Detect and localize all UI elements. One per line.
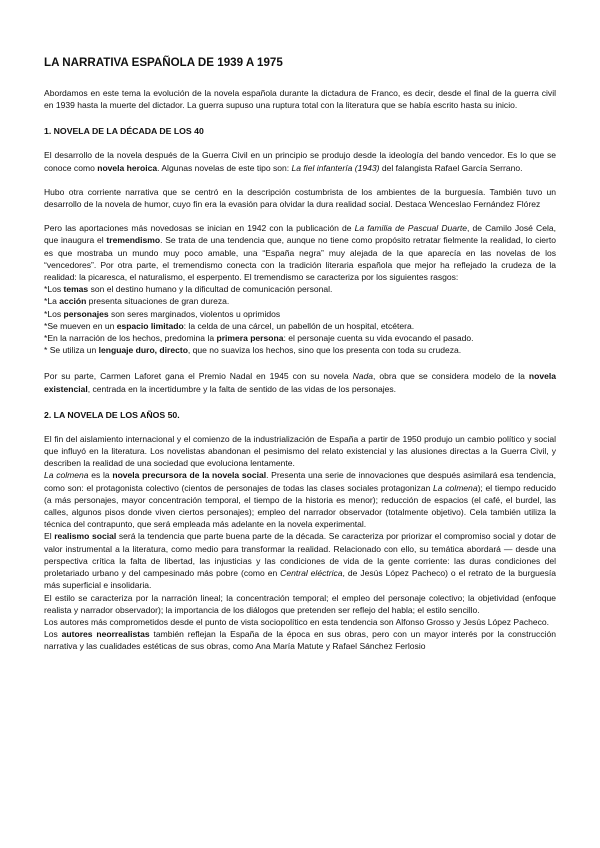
book-title: La fiel infantería (1943) (291, 162, 380, 173)
book-title: Central eléctrica (280, 568, 343, 579)
bold-term: novela existencial (44, 371, 556, 394)
book-title: La familia de Pascual Duarte (354, 223, 467, 234)
list-item (44, 320, 556, 332)
bold-term: acción (59, 296, 87, 307)
intro-paragraph: Abordamos en este tema la evolución de la novela española durante la dictadura de Franco, es decir, desde el final de la guerra civil en 1939 hasta la muerte del dictador. La guerra supuso una ruptura total con la literatura que se había escrito hasta su inicio. (44, 88, 556, 111)
bold-term: tremendismo (106, 235, 161, 246)
bold-term: autores neorrealistas (61, 629, 150, 640)
text-run: Por su parte, Carmen Laforet gana el Premio Nadal en 1945 con su novela (44, 371, 353, 382)
list-item (44, 344, 556, 356)
s1-paragraph-4 (44, 370, 556, 394)
text-run: será la tendencia que parte buena parte de la década. Se caracteriza por priorizar el compromiso social y dotar de valor instrumental a la literatura, como medio para transformar la realidad. Relacionado con ello, su temática abordará — desde una perspectiva crítica la falta de libertad, las injusticias y las condiciones de vida de la gente corriente: las duras condiciones del proletariado urbano y del campesinado más pobre (como en (44, 531, 557, 579)
text-run: . Algunas novelas de este tipo son: (157, 162, 292, 173)
text-run: El (44, 531, 55, 542)
text-run: , que no suaviza los hechos, sino que los presenta con toda su crudeza. (187, 345, 462, 356)
text-run: . Se trata de una tendencia que, aunque no tiene como propósito retratar fielmente la realidad, lo cierto es que mostraba un mundo muy poco amable, una “España negra” muy alejada de la que aparecía en las novelas de los “vencedores”. Por otra parte, el tremendismo conecta con la tradición literaria española que mejor ha reflejado la crudeza de la realidad: la picaresca, el naturalismo, el esperpento. El tremendismo se caracteriza por los siguientes rasgos: (44, 235, 556, 283)
text-run: son el destino humano y la dificultad de comunicación personal. (88, 284, 333, 295)
text-run: es la (88, 470, 113, 481)
bold-term: novela heroica (97, 162, 158, 173)
s1-paragraph-1 (44, 149, 556, 173)
bold-term: espacio limitado (116, 320, 184, 331)
list-item (44, 295, 556, 307)
s2-paragraph-2 (44, 469, 556, 530)
text-run: , de Jesús López Pacheco) o el retrato de la burguesía más superficial e insolidaria. (44, 568, 556, 591)
text-run: ); el tiempo reducido (a más personajes, mayor concentración temporal, el tiempo de la historia es menor); reducción de espacios (el café, el burdel, las calles, algunos pisos donde viven ciertos personajes); empleo del narrador observador (totalmente objetivo). Cela también utiliza la técnica del contrapunto, que será empleada más adelante en la novela experimental. (44, 482, 557, 530)
text-run: *Los (44, 308, 64, 319)
text-run: , centrada en la incertidumbre y la falta de sentido de las vidas de los personajes. (87, 383, 397, 394)
s1-paragraph-3 (44, 222, 556, 283)
s2-paragraph-1: El fin del aislamiento internacional y el comienzo de la industrialización de España a partir de 1950 produjo un cambio político y social que influyó en la literatura. Los novelistas abandonan el pesimismo del relato existencial y las alusiones directas a la Guerra Civil, y describen la realidad de una sociedad que evoluciona lentamente. (44, 433, 556, 469)
text-run: * Se utiliza un (44, 345, 99, 356)
s2-paragraph-4: El estilo se caracteriza por la narración lineal; la concentración temporal; el empleo del personaje colectivo; la objetividad (enfoque realista y narrador observador); la importancia de los diálogos que pretenden ser reflejo del habla; el estilo sencillo. (44, 592, 556, 615)
bold-term: primera persona (216, 333, 284, 344)
text-run: , de Camilo José Cela, que inaugura el (44, 223, 556, 246)
bold-term: novela precursora de la novela social (112, 470, 267, 481)
text-run: *Los (44, 284, 64, 295)
list-item (44, 308, 556, 320)
s1-paragraph-2: Hubo otra corriente narrativa que se centró en la descripción costumbrista de los ambientes de la burguesía. También tuvo un desarrollo de la novela de humor, cuyo fin era la evasión para olvidar la dura realidad social. Destaca Wenceslao Fernández Flórez (44, 186, 556, 210)
text-run: : la celda de una cárcel, un pabellón de un hospital, etcétera. (183, 320, 415, 331)
bold-term: lenguaje duro, directo (98, 345, 188, 356)
book-title: La colmena (44, 470, 89, 481)
book-title: Nada (352, 371, 374, 382)
text-run: . Presenta una serie de innovaciones que después asimilará esa tendencia, como son: el protagonista colectivo (cientos de personajes de todas las clases sociales protagonizan (44, 470, 556, 493)
text-run: Los (44, 629, 62, 640)
document-title: LA NARRATIVA ESPAÑOLA DE 1939 A 1975 (44, 56, 283, 69)
text-run: : el personaje cuenta su vida evocando el pasado. (283, 333, 474, 344)
s2-paragraph-3 (44, 530, 556, 591)
list-item (44, 332, 556, 344)
document-page (44, 56, 556, 653)
rasgos-list (44, 283, 556, 356)
text-run: son seres marginados, violentos u oprimidos (108, 308, 281, 319)
text-run: presenta situaciones de gran dureza. (86, 296, 230, 307)
section-1-heading: 1. NOVELA DE LA DÉCADA DE LOS 40 (44, 126, 204, 137)
text-run: *En la narración de los hechos, predomina la (44, 333, 217, 344)
section-2-heading: 2. LA NOVELA DE LOS AÑOS 50. (44, 409, 180, 420)
text-run: El desarrollo de la novela después de la Guerra Civil en un principio se produjo desde la ideología del bando vencedor. Es lo que se conoce como (44, 150, 556, 173)
text-run: del falangista Rafael García Serrano. (379, 162, 523, 173)
bold-term: realismo social (54, 531, 117, 542)
text-run: *La (44, 296, 60, 307)
bold-term: personajes (63, 308, 109, 319)
s2-paragraph-5: Los autores más comprometidos desde el punto de vista sociopolítico en esta tendencia son Alfonso Grosso y Jesús López Pacheco. (44, 616, 550, 627)
text-run: *Se mueven en un (44, 320, 117, 331)
list-item (44, 283, 556, 295)
text-run: también reflejan la España de la época en sus obras, pero con un mayor interés por la construcción narrativa y las cualidades estéticas de sus obras, como Ana María Matute y Rafael Sánchez Ferlosio (44, 629, 557, 652)
text-run: , obra que se considera modelo de la (373, 371, 529, 382)
book-title: La colmena (433, 482, 478, 493)
s2-paragraph-6 (44, 628, 556, 652)
bold-term: temas (63, 284, 89, 295)
text-run: Pero las aportaciones más novedosas se inician en 1942 con la publicación de (44, 223, 355, 234)
